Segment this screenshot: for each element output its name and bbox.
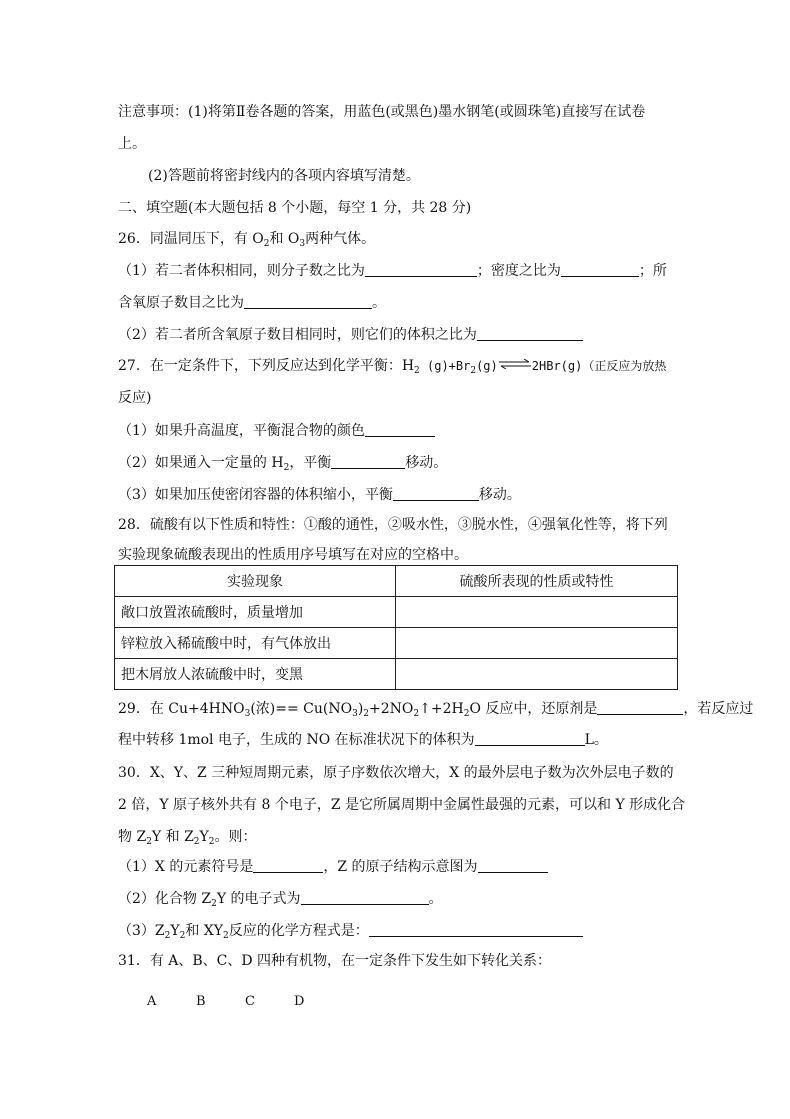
q26-stem: 26．同温同压下，有 $O_2$和 $O_3$两种气体。 — [118, 231, 376, 249]
q30-stem-3: 物 $Z_2Y$ 和 $Z_2Y_2$。则： — [118, 829, 257, 847]
table-header-cell: 硫酸所表现的性质或特性 — [396, 566, 678, 597]
table-header-row — [115, 566, 678, 597]
q30-part-1: （1）X 的元素符号是 ，Z 的原子结构示意图为 — [118, 857, 548, 877]
notice-line-2: (2)答题前将密封线内的各项内容填写清楚。 — [148, 168, 420, 184]
answer-blank[interactable] — [393, 486, 479, 501]
compound-label-b: B — [196, 994, 206, 1009]
q30-part-2: （2）化合物 $Z_2Y$ 的电子式为 。 — [118, 891, 443, 909]
q28-stem: 28．硫酸有以下性质和特性：①酸的通性，②吸水性，③脱水性，④强氧化性等，将下列 — [118, 517, 668, 533]
q27-part-3: （3）如果加压使密闭容器的体积缩小，平衡 移动。 — [118, 487, 521, 503]
answer-blank[interactable] — [365, 422, 435, 437]
q27-stem: 27．在一定条件下，下列反应达到化学平衡：$H_2$ $(g)+Br_2(g)$ 2HBr(g)（正反应为放热 — [118, 358, 667, 376]
q29-stem: 29．在 $Cu+4HNO_3$(浓)== $Cu(NO_3)_2+2NO_2↑+2H_2O$ 反应中，还原剂是 ，若反应过 — [118, 701, 754, 719]
q27-part-1: （1）如果升高温度，平衡混合物的颜色 — [118, 421, 435, 441]
answer-blank[interactable] — [244, 294, 372, 309]
q31-stem: 31．有 A、B、C、D 四种有机物，在一定条件下发生如下转化关系： — [118, 953, 552, 969]
answer-blank[interactable] — [561, 262, 639, 277]
answer-cell[interactable] — [396, 597, 678, 628]
q26-part-1-cont: 含氧原子数目之比为 。 — [118, 295, 386, 311]
answer-blank[interactable] — [475, 731, 585, 746]
table-cell: 锌粒放入稀硫酸中时，有气体放出 — [115, 628, 396, 659]
answer-blank[interactable] — [477, 326, 583, 341]
answer-cell[interactable] — [396, 659, 678, 690]
compound-label-d: D — [294, 994, 305, 1009]
section-2-title: 二、填空题(本大题包括 8 个小题，每空 1 分，共 28 分) — [118, 200, 472, 216]
answer-blank[interactable] — [331, 454, 405, 469]
notice-line-1-cont: 上。 — [118, 136, 146, 152]
q26-part-2: （2）若二者所含氧原子数目相同时，则它们的体积之比为 — [118, 325, 583, 345]
q27-part-2: （2）如果通入一定量的 $H_2$，平衡 移动。 — [118, 455, 448, 473]
answer-blank[interactable] — [597, 700, 683, 715]
table-row — [115, 597, 678, 628]
q30-stem-2: 2 倍，Y 原子核外共有 8 个电子，Z 是它所属周期中金属性最强的元素，可以和 Y 形成化合 — [118, 797, 686, 813]
notice-line-1: 注意事项：(1)将第Ⅱ卷各题的答案，用蓝色(或黑色)墨水钢笔(或圆珠笔)直接写在试卷 — [118, 104, 646, 120]
q28-stem-cont: 实验现象硫酸表现出的性质用序号填写在对应的空格中。 — [118, 547, 468, 563]
equilibrium-arrow-icon — [498, 359, 532, 369]
q30-stem: 30．X、Y、Z 三种短周期元素，原子序数依次增大，X 的最外层电子数为次外层电子数的 — [118, 765, 674, 781]
q29-stem-cont: 程中转移 1mol 电子，生成的 NO 在标准状况下的体积为 L。 — [118, 732, 608, 748]
answer-blank[interactable] — [253, 858, 323, 873]
compound-label-a: A — [147, 994, 157, 1009]
q27-stem-cont: 反应) — [118, 390, 152, 406]
table-header-cell: 实验现象 — [115, 566, 396, 597]
table-cell: 敞口放置浓硫酸时，质量增加 — [115, 597, 396, 628]
answer-blank[interactable] — [301, 890, 429, 905]
answer-cell[interactable] — [396, 628, 678, 659]
compound-label-c: C — [245, 994, 255, 1009]
table-cell: 把木屑放人浓硫酸中时，变黑 — [115, 659, 396, 690]
q30-part-3: $(3)Z_2Y_2$和 $XY_2$反应的化学方程式是： — [118, 921, 583, 941]
table-row — [115, 659, 678, 690]
q26-part-1: （1）若二者体积相同，则分子数之比为 ；密度之比为 ；所 — [118, 263, 667, 279]
answer-blank[interactable] — [369, 922, 583, 937]
answer-blank[interactable] — [365, 262, 477, 277]
answer-blank[interactable] — [478, 858, 548, 873]
table-row — [115, 628, 678, 659]
sulfuric-acid-table — [114, 565, 678, 690]
